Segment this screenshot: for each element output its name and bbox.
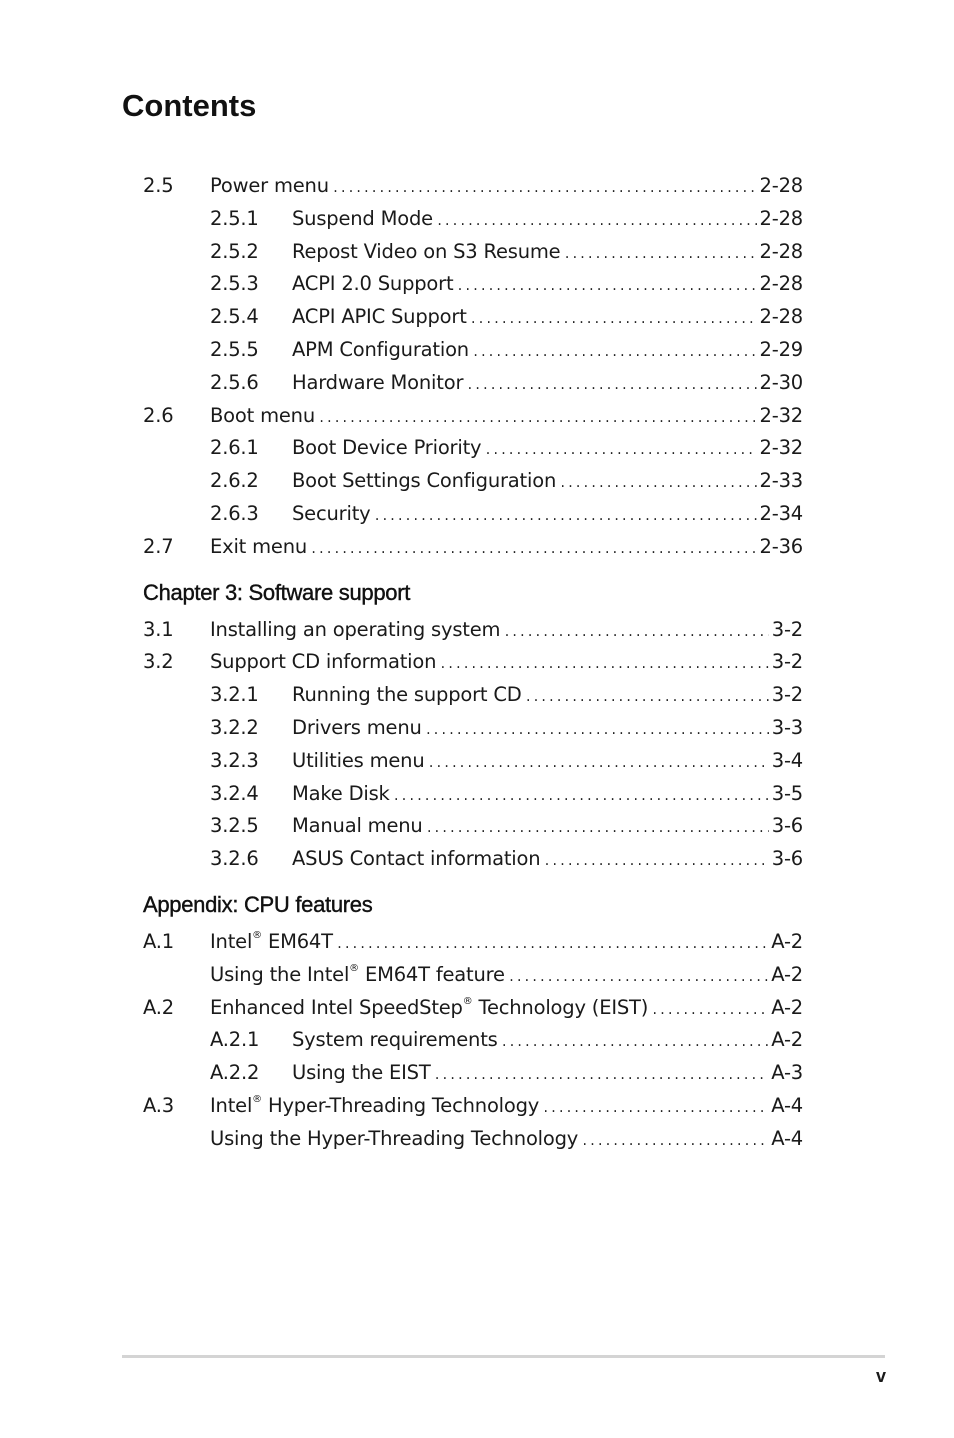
dot-leader [456, 270, 756, 303]
dot-leader [525, 681, 769, 714]
dot-leader [393, 780, 769, 813]
page-title: Contents [122, 88, 257, 123]
toc-entry[interactable] [143, 712, 803, 745]
entry-label: Hardware Monitor [292, 370, 464, 394]
toc-entry[interactable] [143, 236, 803, 269]
toc-entry[interactable] [143, 778, 803, 811]
entry-page: 3-4 [771, 748, 803, 772]
entry-number: 3.2.2 [210, 715, 259, 739]
entry-number: 3.2.1 [210, 683, 259, 707]
entry-number: A.1 [143, 929, 175, 953]
entry-page: 3-2 [771, 683, 803, 707]
entry-page: 3-5 [771, 781, 803, 805]
entry-number: 2.5.4 [210, 305, 259, 329]
toc-entry[interactable] [143, 646, 803, 679]
dot-leader [310, 533, 756, 566]
entry-page: 2-33 [759, 469, 803, 493]
entry-page: A-2 [771, 995, 803, 1019]
entry-number: 2.5.6 [210, 370, 259, 394]
entry-page: A-4 [771, 1093, 803, 1117]
entry-label: Intel® Hyper-Threading Technology [210, 1093, 540, 1117]
entry-label: Power menu [210, 174, 329, 197]
entry-number: 2.5.1 [210, 206, 259, 230]
toc-section-appendix [143, 926, 803, 1156]
entry-page: A-2 [771, 929, 803, 953]
entry-label: Exit menu [210, 534, 308, 558]
toc-entry[interactable] [143, 203, 803, 236]
entry-label: Drivers menu [292, 715, 422, 739]
entry-number: 2.6.1 [210, 436, 259, 460]
toc-entry-a22[interactable] [143, 1057, 803, 1090]
dot-leader [542, 1092, 768, 1125]
entry-number: 2.6.2 [210, 469, 259, 493]
dot-leader [543, 845, 768, 878]
toc-entry[interactable] [143, 498, 803, 531]
entry-number: 2.7 [143, 534, 174, 558]
entry-number: 3.2.4 [210, 781, 259, 805]
entry-label: Using the Intel® EM64T feature [210, 962, 505, 986]
toc-entry[interactable] [143, 745, 803, 778]
entry-page: 2-28 [759, 239, 803, 263]
entry-label: Intel® EM64T [210, 929, 333, 953]
entry-label: Security [292, 501, 371, 525]
entry-page: 3-2 [771, 650, 803, 674]
page-number: v [875, 1366, 886, 1386]
toc-entry[interactable] [143, 843, 803, 876]
entry-page: 3-6 [771, 847, 803, 871]
dot-leader [428, 747, 769, 780]
toc-entry[interactable] [143, 432, 803, 465]
toc-entry-a1-using[interactable] [143, 959, 803, 992]
entry-number: A.2.2 [210, 1061, 260, 1085]
entry-number: 2.5.3 [210, 272, 259, 296]
entry-page: 2-29 [759, 337, 803, 361]
entry-number: 3.1 [143, 617, 174, 641]
entry-number: 2.6 [143, 403, 174, 427]
toc-entry-a3[interactable] [143, 1090, 803, 1123]
dot-leader [439, 648, 768, 681]
entry-number: 2.6.3 [210, 501, 259, 525]
dot-leader [470, 303, 757, 336]
toc-entry[interactable] [143, 679, 803, 712]
entry-page: A-2 [771, 962, 803, 986]
appendix-heading: Appendix: CPU features [143, 891, 373, 917]
entry-number: A.2.1 [210, 1028, 260, 1052]
entry-number: A.2 [143, 995, 175, 1019]
dot-leader [426, 812, 769, 845]
entry-label: Suspend Mode [292, 206, 433, 230]
entry-label: ACPI APIC Support [292, 305, 467, 329]
dot-leader [472, 336, 757, 369]
entry-label: Boot Device Priority [292, 436, 482, 460]
entry-label: Using the Hyper-Threading Technology [210, 1126, 579, 1150]
dot-leader [503, 616, 768, 649]
entry-label: Enhanced Intel SpeedStep® Technology (EIST) [210, 995, 649, 1019]
entry-label: ASUS Contact information [292, 847, 541, 871]
entry-number: 2.5.5 [210, 337, 259, 361]
entry-number: A.3 [143, 1093, 175, 1117]
entry-page: 3-2 [771, 617, 803, 641]
toc-entry[interactable] [143, 268, 803, 301]
entry-label: Boot Settings Configuration [292, 469, 557, 493]
entry-page: 2-36 [759, 534, 803, 558]
toc-entry-a21[interactable] [143, 1024, 803, 1057]
toc-entry[interactable] [143, 614, 803, 647]
entry-label: Manual menu [292, 814, 423, 838]
dot-leader [501, 1026, 769, 1059]
entry-label: Installing an operating system [210, 617, 501, 641]
entry-number: 3.2.6 [210, 847, 259, 871]
entry-page: 2-34 [759, 501, 803, 525]
entry-label: APM Configuration [292, 337, 469, 361]
dot-leader [373, 500, 756, 533]
toc-entry[interactable] [143, 465, 803, 498]
toc-section-chapter3 [143, 614, 803, 876]
entry-page: A-4 [771, 1126, 803, 1150]
toc-entry[interactable] [143, 301, 803, 334]
entry-page: 2-28 [759, 272, 803, 296]
toc-entry[interactable] [143, 170, 803, 203]
entry-label: Using the EIST [292, 1061, 431, 1085]
entry-page: 3-3 [771, 715, 803, 739]
toc-entry-a3-using[interactable] [143, 1123, 803, 1156]
entry-label: Running the support CD [292, 683, 522, 707]
dot-leader [559, 467, 756, 500]
table-of-contents [143, 170, 803, 1156]
entry-page: A-3 [771, 1061, 803, 1085]
dot-leader [508, 961, 768, 994]
entry-page: 2-30 [759, 370, 803, 394]
dot-leader [484, 434, 756, 467]
dot-leader [563, 238, 756, 271]
dot-leader [651, 994, 768, 1027]
entry-page: A-2 [771, 1028, 803, 1052]
entry-label: Boot menu [210, 403, 315, 427]
entry-label: Make Disk [292, 781, 390, 805]
entry-page: 2-32 [759, 436, 803, 460]
dot-leader [434, 1059, 769, 1092]
entry-label: Support CD information [210, 650, 437, 674]
toc-section-chapter2 [143, 170, 803, 564]
chapter3-heading: Chapter 3: Software support [143, 579, 411, 605]
toc-entry[interactable] [143, 810, 803, 843]
toc-entry[interactable] [143, 531, 803, 564]
entry-page: 2-28 [759, 174, 803, 197]
toc-entry[interactable] [143, 367, 803, 400]
entry-page: 2-28 [759, 206, 803, 230]
dot-leader [581, 1125, 768, 1158]
dot-leader [332, 172, 757, 205]
entry-page: 2-32 [759, 403, 803, 427]
entry-page: 3-6 [771, 814, 803, 838]
entry-number: 2.5.2 [210, 239, 259, 263]
dot-leader [436, 205, 757, 238]
entry-label: Utilities menu [292, 748, 425, 772]
entry-page: 2-28 [759, 305, 803, 329]
dot-leader [318, 402, 757, 435]
entry-number: 2.5 [143, 174, 174, 197]
dot-leader [425, 714, 769, 747]
entry-number: 3.2 [143, 650, 174, 674]
toc-entry[interactable] [143, 400, 803, 433]
toc-entry[interactable] [143, 334, 803, 367]
footer-divider [122, 1355, 885, 1358]
dot-leader [336, 928, 768, 961]
entry-number: 3.2.3 [210, 748, 259, 772]
entry-number: 3.2.5 [210, 814, 259, 838]
entry-label: System requirements [292, 1028, 498, 1052]
entry-label: ACPI 2.0 Support [292, 272, 454, 296]
toc-entry-a1[interactable] [143, 926, 803, 959]
dot-leader [466, 369, 756, 402]
toc-entry-a2[interactable] [143, 992, 803, 1025]
entry-label: Repost Video on S3 Resume [292, 239, 561, 263]
